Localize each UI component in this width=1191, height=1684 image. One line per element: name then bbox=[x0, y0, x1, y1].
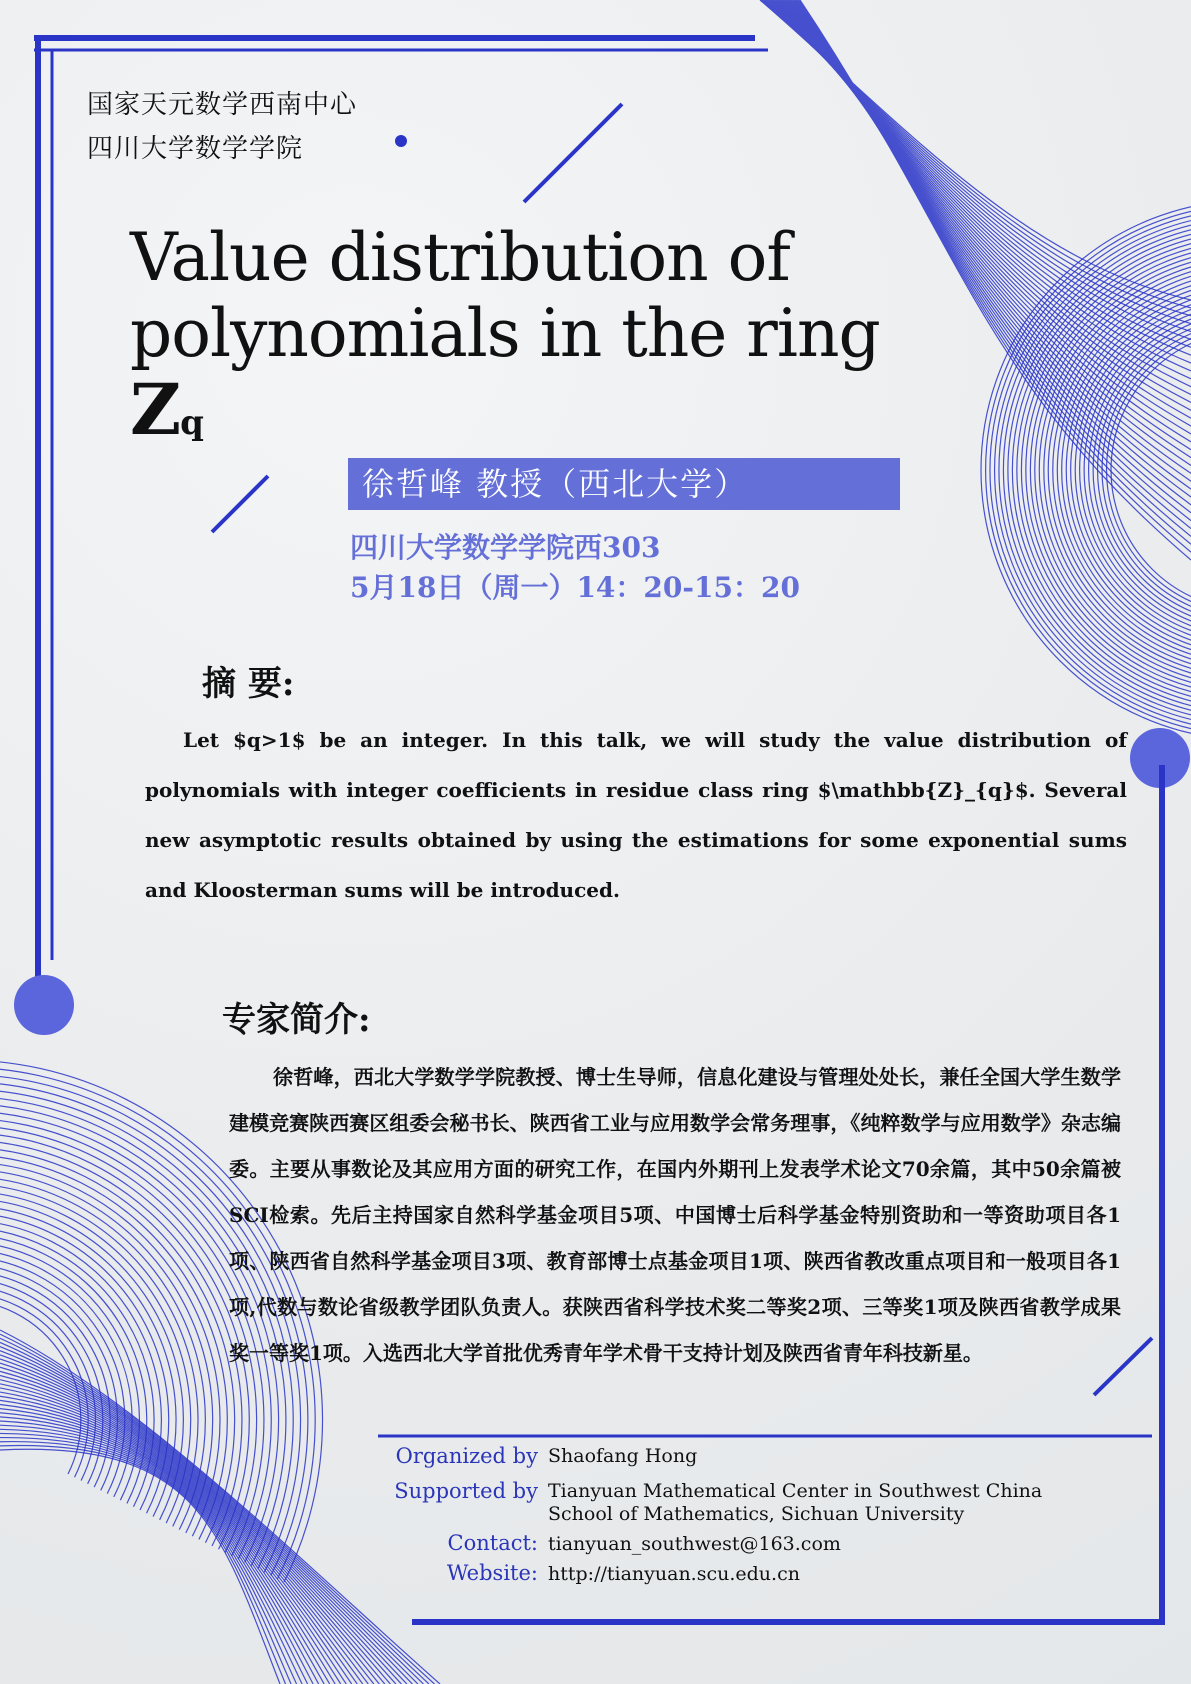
speaker-name: 徐哲峰 教授（西北大学） bbox=[362, 465, 749, 503]
organized-by-label: Organized by bbox=[395, 1444, 538, 1468]
speaker-banner bbox=[348, 458, 900, 510]
abstract-heading: 摘 要: bbox=[202, 664, 295, 704]
bio-heading: 专家简介: bbox=[222, 1000, 371, 1040]
ring-z-symbol: Z bbox=[130, 368, 181, 451]
website-label: Website: bbox=[446, 1561, 538, 1585]
contact-email[interactable]: tianyuan_southwest@163.com bbox=[548, 1533, 841, 1555]
website-link[interactable]: http://tianyuan.scu.edu.cn bbox=[548, 1563, 800, 1585]
org-name-line-1: 国家天元数学西南中心 bbox=[87, 90, 358, 120]
organized-by-value: Shaofang Hong bbox=[548, 1445, 698, 1467]
supported-by-value-1: Tianyuan Mathematical Center in Southwest China bbox=[548, 1480, 1043, 1502]
talk-title-line-2-text: polynomials in the ring bbox=[130, 295, 880, 372]
supported-by-label: Supported by bbox=[394, 1479, 538, 1503]
contact-label: Contact: bbox=[447, 1531, 538, 1555]
accent-diagonal-2 bbox=[212, 476, 268, 532]
accent-diagonal-1 bbox=[524, 104, 622, 202]
abstract-text: Let $q>1$ be an integer. In this talk, we will study the value distribution of polynomials with integer coefficients in residue class ring $\mathbb{Z}_{q}$. Several new asymptotic results obtained by using the estimations for some exponential sums and Kloosterman sums will be introduced. bbox=[145, 728, 1127, 902]
talk-title-line-1: Value distribution of bbox=[130, 219, 790, 296]
talk-title bbox=[130, 220, 890, 461]
accent-dot bbox=[395, 135, 407, 147]
curve-mesh-right bbox=[981, 200, 1191, 740]
talk-title-line-2 bbox=[130, 296, 890, 461]
bio-text: 徐哲峰，西北大学数学学院教授、博士生导师，信息化建设与管理处处长，兼任全国大学生数学建模竞赛陕西赛区组委会秘书长、陕西省工业与应用数学会常务理事，《纯粹数学与应用数学》杂志编委。主要从事数论及其应用方面的研究工作，在国内外期刊上发表学术论文70余篇，其中50余篇被SCI检索。先后主持国家自然科学基金项目5项、中国博士后科学基金特别资助和一等资助项目各1项、陕西省自然科学基金项目3项、教育部博士点基金项目1项、陕西省教改重点项目和一般项目各1项,代数与数论省级教学团队负责人。获陕西省科学技术奖二等奖2项、三等奖1项及陕西省教学成果奖一等奖1项。入选西北大学首批优秀青年学术骨干支持计划及陕西省青年科技新星。 bbox=[229, 1065, 1121, 1365]
ring-q-subscript: q bbox=[180, 403, 203, 443]
talk-time: 5月18日（周一）14：20-15：20 bbox=[350, 571, 800, 604]
supported-by-value-2: School of Mathematics, Sichuan University bbox=[548, 1503, 965, 1525]
frame-left-circle bbox=[14, 975, 74, 1035]
org-name-line-2: 四川大学数学学院 bbox=[87, 134, 304, 164]
talk-venue: 四川大学数学学院西303 bbox=[350, 531, 661, 564]
curve-mesh-bottom-left-inner bbox=[0, 1330, 440, 1684]
